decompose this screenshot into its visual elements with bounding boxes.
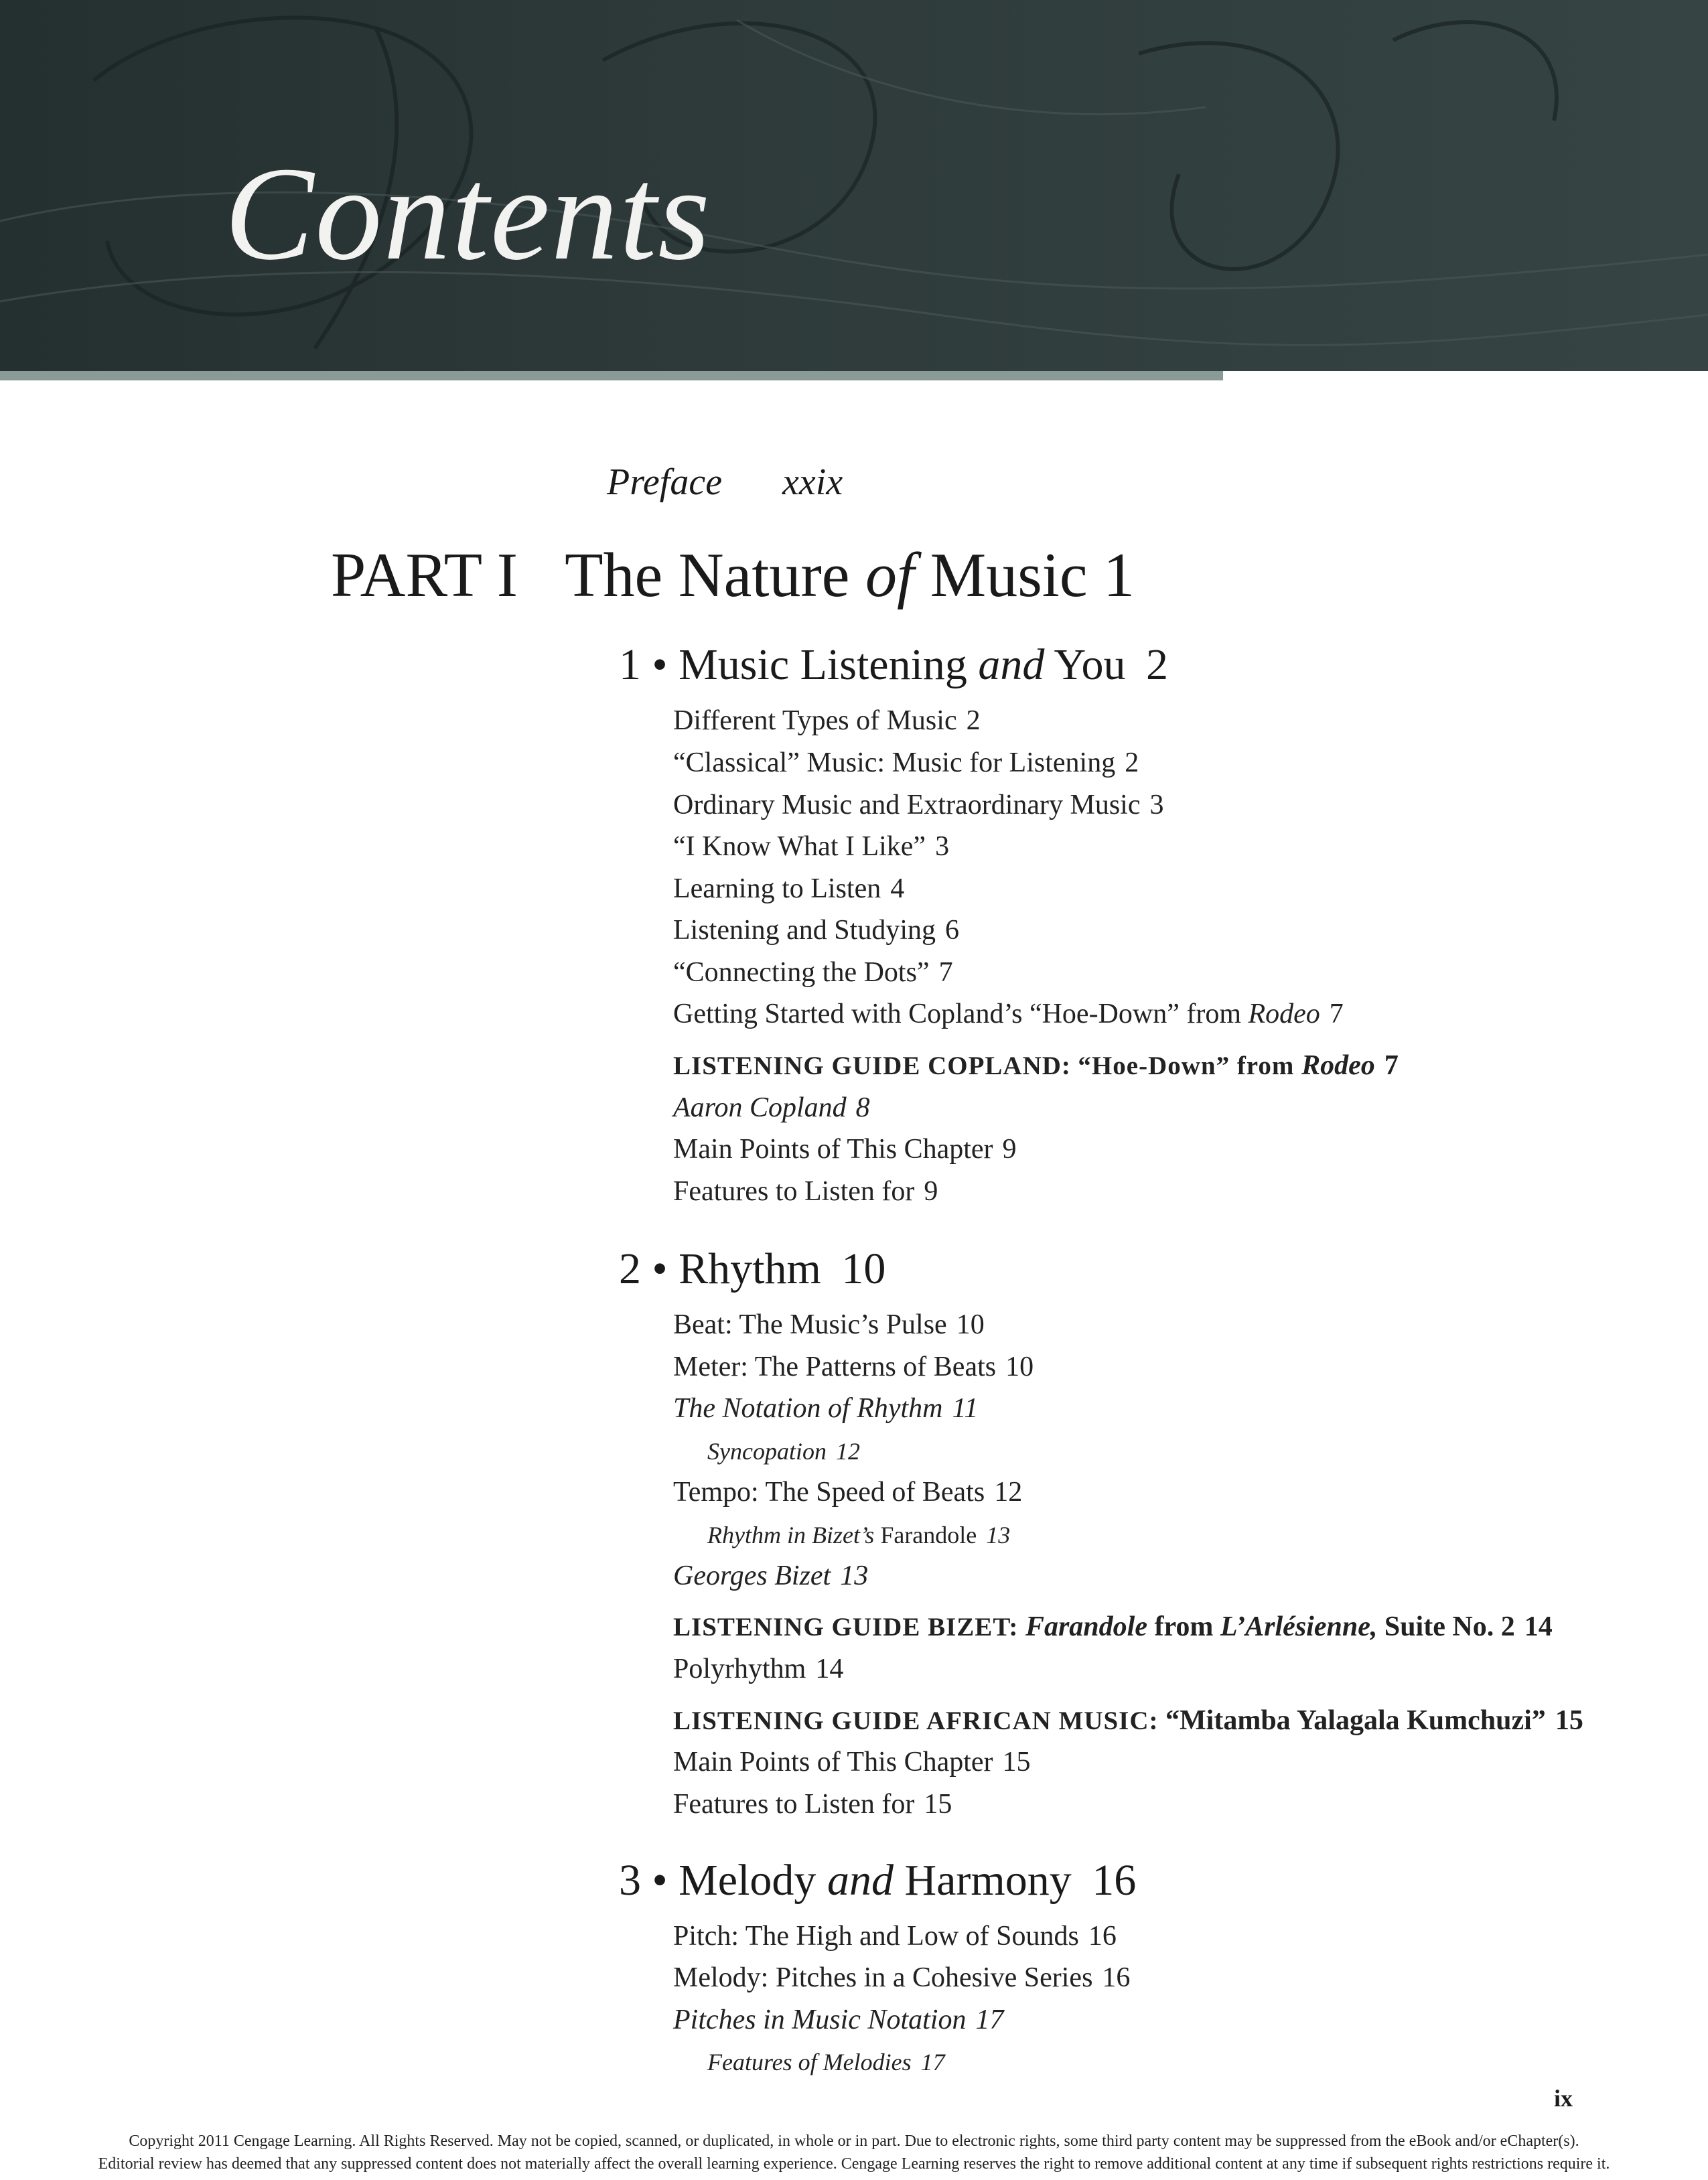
listening-guide-entry: LISTENING GUIDE BIZET: Farandole from L’Arlésienne, Suite No. 2 14	[673, 1611, 1553, 1642]
list-item: Learning to Listen 4	[673, 873, 905, 904]
chapter-heading	[619, 1855, 1136, 1906]
part-title-of: of	[865, 540, 915, 610]
chapter-title-end: Harmony	[893, 1856, 1072, 1905]
preface-entry	[607, 461, 843, 504]
list-item: Listening and Studying 6	[673, 915, 959, 946]
listening-guide-entry: LISTENING GUIDE COPLAND: “Hoe-Down” from Rodeo 7	[673, 1050, 1399, 1081]
chapter-title-and: and	[827, 1856, 894, 1905]
chapter-number: 1 •	[619, 640, 668, 689]
header-banner	[0, 0, 1708, 371]
copyright-line: Editorial review has deemed that any suppressed content does not materially affect the overall learning experience. Cengage Learning reserves the right to remove additional content at any time if subsequent rights restrictions require it.	[98, 2155, 1610, 2173]
list-item: Aaron Copland 8	[673, 1092, 870, 1123]
copyright-line: Copyright 2011 Cengage Learning. All Rights Reserved. May not be copied, scanned, or duplicated, in whole or in part. Due to electronic rights, some third party content may be suppressed from the eBook and/or eChapter(s).	[129, 2132, 1579, 2150]
list-item: “Classical” Music: Music for Listening 2	[673, 747, 1139, 778]
list-item: Ordinary Music and Extraordinary Music 3	[673, 790, 1164, 820]
list-item: Features to Listen for 15	[673, 1789, 952, 1820]
chapter-title: Music Listening	[679, 640, 979, 689]
list-item: Georges Bizet 13	[673, 1560, 869, 1591]
chapter-title: Rhythm	[679, 1244, 821, 1293]
list-item: Meter: The Patterns of Beats 10	[673, 1352, 1034, 1382]
list-item: Syncopation 12	[707, 1438, 860, 1465]
list-item: Getting Started with Copland’s “Hoe-Down” from Rodeo 7	[673, 999, 1344, 1029]
part-page: 1	[1103, 540, 1135, 610]
chapter-number: 3 •	[619, 1856, 668, 1905]
page-number: ix	[1554, 2085, 1573, 2112]
list-item: Main Points of This Chapter 9	[673, 1134, 1017, 1165]
chapter-page: 16	[1092, 1856, 1137, 1905]
list-item: Polyrhythm 14	[673, 1654, 844, 1684]
part-heading	[331, 539, 1135, 611]
preface-page: xxix	[782, 461, 843, 503]
part-title: The Nature	[565, 540, 865, 610]
list-item: “I Know What I Like” 3	[673, 831, 950, 862]
list-item: Pitch: The High and Low of Sounds 16	[673, 1921, 1117, 1952]
page-title: Contents	[224, 140, 712, 288]
chapter-page: 2	[1146, 640, 1169, 689]
list-item: Tempo: The Speed of Beats 12	[673, 1477, 1023, 1508]
list-item: Features of Melodies 17	[707, 2049, 945, 2076]
chapter-heading	[619, 1244, 885, 1295]
list-item: Features to Listen for 9	[673, 1176, 938, 1207]
list-item: “Connecting the Dots” 7	[673, 957, 953, 988]
list-item: Rhythm in Bizet’s Farandole 13	[707, 1522, 1011, 1548]
chapter-number: 2 •	[619, 1244, 668, 1293]
list-item: Beat: The Music’s Pulse 10	[673, 1309, 985, 1340]
chapter-title: Melody	[679, 1856, 827, 1905]
list-item: The Notation of Rhythm 11	[673, 1393, 979, 1424]
part-label: PART I	[331, 540, 518, 610]
chapter-heading	[619, 640, 1168, 691]
part-title-end: Music	[914, 540, 1088, 610]
listening-guide-entry: LISTENING GUIDE AFRICAN MUSIC: “Mitamba Yalagala Kumchuzi” 15	[673, 1705, 1583, 1736]
list-item: Main Points of This Chapter 15	[673, 1747, 1031, 1777]
chapter-page: 10	[841, 1244, 886, 1293]
list-item: Melody: Pitches in a Cohesive Series 16	[673, 1962, 1131, 1993]
divider	[0, 371, 1223, 380]
preface-label: Preface	[607, 461, 723, 503]
chapter-title-and: and	[978, 640, 1045, 689]
chapter-title-end: You	[1044, 640, 1126, 689]
list-item: Pitches in Music Notation 17	[673, 2005, 1004, 2035]
copyright-notice	[0, 2130, 1708, 2175]
list-item: Different Types of Music 2	[673, 705, 981, 736]
